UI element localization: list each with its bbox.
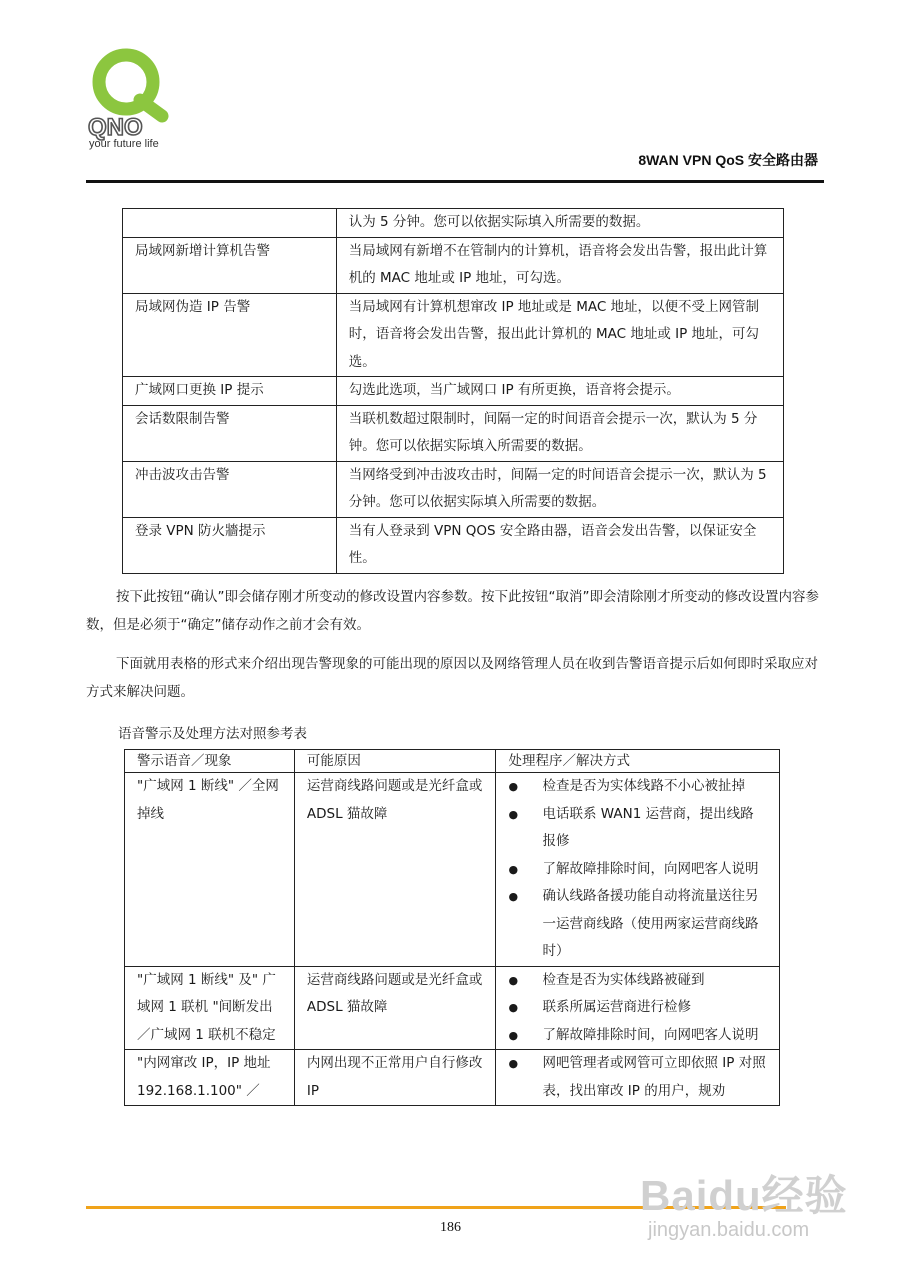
setting-name: 登录 VPN 防火牆提示 [123, 517, 337, 573]
table-caption: 语音警示及处理方法对照参考表 [118, 726, 307, 742]
actions-cell [496, 966, 780, 1050]
setting-name: 冲击波攻击告警 [123, 461, 337, 517]
symptom-cell: "广域网 1 断线" ／全网掉线 [125, 773, 295, 967]
action-list [508, 773, 767, 966]
table-row [123, 237, 784, 293]
setting-name [123, 209, 337, 238]
table-row [125, 773, 780, 967]
action-list [508, 967, 767, 1050]
symptom-cell: "内网窜改 IP，IP 地址 192.168.1.100" ／ [125, 1050, 295, 1106]
setting-desc: 认为 5 分钟。您可以依据实际填入所需要的数据。 [336, 209, 783, 238]
baidu-watermark [640, 1163, 870, 1273]
setting-name: 会话数限制告警 [123, 405, 337, 461]
list-item: ● 确认线路备援功能自动将流量送往另一运营商线路（使用两家运营商线路时） [508, 883, 767, 966]
watermark-url: jingyan.baidu.com [648, 1219, 810, 1241]
setting-name: 局域网新增计算机告警 [123, 237, 337, 293]
qno-logo-text [88, 114, 143, 141]
column-header: 可能原因 [294, 750, 496, 773]
table-row [123, 209, 784, 238]
table-header-row [125, 750, 780, 773]
setting-desc: 当联机数超过限制时，间隔一定的时间语音会提示一次，默认为 5 分钟。您可以依据实际填入所需要的数据。 [336, 405, 783, 461]
setting-desc: 当局域网有计算机想窜改 IP 地址或是 MAC 地址，以便不受上网管制时，语音将会发出告警，报出此计算机的 MAC 地址或 IP 地址，可勾选。 [336, 293, 783, 377]
watermark-brand: Baidu经验 [640, 1172, 848, 1219]
list-item: ● 检查是否为实体线路不小心被扯掉 [508, 773, 767, 801]
setting-name: 局域网伪造 IP 告警 [123, 293, 337, 377]
intro-paragraph: 下面就用表格的形式来介绍出现告警现象的可能出现的原因以及网络管理人员在收到告警语音提示后如何即时采取应对方式来解决问题。 [86, 656, 818, 700]
alarm-settings-table [122, 208, 784, 574]
setting-name: 广域网口更换 IP 提示 [123, 377, 337, 406]
actions-cell [496, 773, 780, 967]
logo-tagline: your future life [89, 138, 159, 150]
symptom-cell: "广域网 1 断线" 及" 广域网 1 联机 "间断发出 ／广域网 1 联机不稳定 [125, 966, 295, 1050]
setting-desc: 勾选此选项，当广域网口 IP 有所更换，语音将会提示。 [336, 377, 783, 406]
cause-cell: 运营商线路问题或是光纤盒或 ADSL 猫故障 [294, 773, 496, 967]
list-item: ● 联系所属运营商进行检修 [508, 994, 767, 1022]
table-row [123, 377, 784, 406]
document-title: 8WAN VPN QoS 安全路由器 [638, 152, 818, 168]
page-number: 186 [440, 1220, 461, 1235]
voice-alarm-reference-table [124, 749, 780, 1106]
setting-desc: 当局域网有新增不在管制内的计算机，语音将会发出告警，报出此计算机的 MAC 地址或 IP 地址，可勾选。 [336, 237, 783, 293]
list-item: ● 了解故障排除时间，向网吧客人说明 [508, 1022, 767, 1050]
table-row [123, 461, 784, 517]
list-item: ● 电话联系 WAN1 运营商，提出线路报修 [508, 801, 767, 856]
column-header: 处理程序／解决方式 [496, 750, 780, 773]
confirm-cancel-paragraph: 按下此按钮“确认”即会储存刚才所变动的修改设置内容参数。按下此按钮“取消”即会清除刚才所变动的修改设置内容参数，但是必须于“确定”储存动作之前才会有效。 [86, 589, 819, 633]
cause-cell: 运营商线路问题或是光纤盒或 ADSL 猫故障 [294, 966, 496, 1050]
table-row [125, 1050, 780, 1106]
setting-desc: 当有人登录到 VPN QOS 安全路由器，语音会发出告警，以保证安全性。 [336, 517, 783, 573]
column-header: 警示语音／现象 [125, 750, 295, 773]
cause-cell: 内网出现不正常用户自行修改 IP [294, 1050, 496, 1106]
action-list [508, 1050, 767, 1105]
list-item: ● 网吧管理者或网管可立即依照 IP 对照表，找出窜改 IP 的用户，规劝 [508, 1050, 767, 1105]
list-item: ● 了解故障排除时间，向网吧客人说明 [508, 856, 767, 884]
setting-desc: 当网络受到冲击波攻击时，间隔一定的时间语音会提示一次，默认为 5 分钟。您可以依据实际填入所需要的数据。 [336, 461, 783, 517]
table-row [125, 966, 780, 1050]
table-row [123, 293, 784, 377]
list-item: ● 检查是否为实体线路被碰到 [508, 967, 767, 995]
table-row [123, 517, 784, 573]
table-row [123, 405, 784, 461]
actions-cell [496, 1050, 780, 1106]
header-divider [86, 180, 824, 183]
svg-text:QNO: QNO [88, 114, 143, 141]
